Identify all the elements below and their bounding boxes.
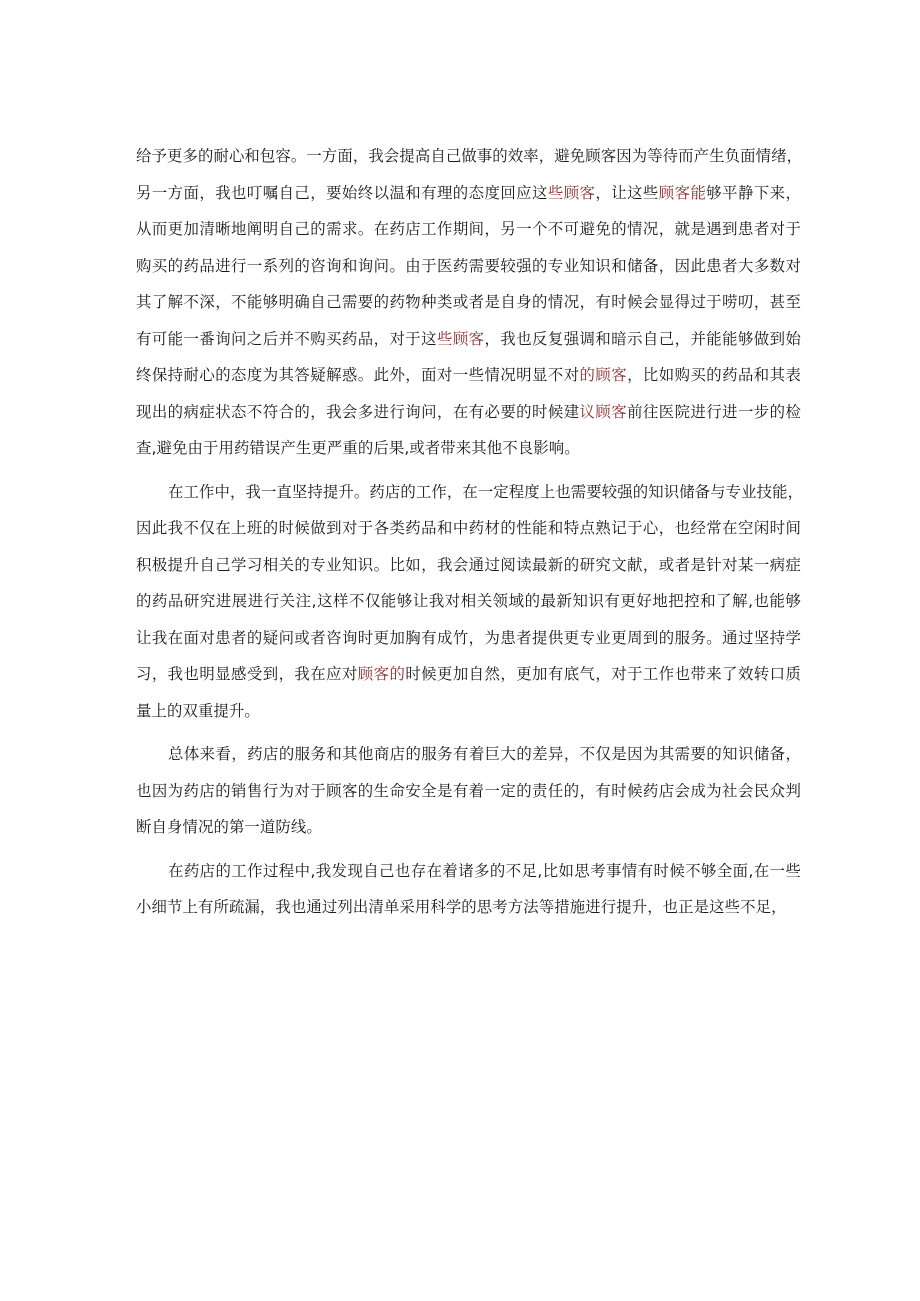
text-segment: 也因为药店的销售行为对于顾客的生命安全是有着一定的责任的，有时候药店会成为社会民众判 bbox=[136, 781, 801, 800]
text-segment: 让我在面对患者的疑问或者咨询时更加胸有成竹，为患者提供更专业更周到的服务。通过坚持学 bbox=[136, 628, 801, 647]
text-segment: 另一方面，我也叮嘱自己，要始终以温和有理的态度回应这 bbox=[136, 183, 548, 202]
text-line bbox=[136, 620, 801, 657]
document-body bbox=[136, 138, 804, 926]
text-segment: 因此我不仅在上班的时候做到对于各类药品和中药材的性能和特点熟记于心，也经常在空闲时间 bbox=[136, 519, 801, 537]
highlighted-text: 些顾客 bbox=[547, 183, 596, 202]
text-line bbox=[136, 809, 801, 846]
text-segment: 小细节上有所疏漏，我也通过列出清单采用科学的思考方法等措施进行提升，也正是这些不足， bbox=[136, 898, 787, 916]
highlighted-text: 顾客的 bbox=[357, 665, 406, 683]
text-segment: 终保持耐心的态度为其答疑解惑。此外，面对一些情况明显不对 bbox=[136, 366, 580, 384]
text-segment: ，比如购买的药品和其表 bbox=[627, 366, 801, 384]
text-segment: 量上的双重提升。 bbox=[136, 701, 260, 720]
paragraph-gap bbox=[136, 729, 801, 736]
text-segment: 有可能一番询问之后并不购买药品，对于这 bbox=[136, 329, 437, 348]
highlighted-text: 议顾客 bbox=[579, 402, 628, 421]
text-segment: 积极提升自己学习相关的专业知识。比如，我会通过阅读最新的研究文献，或者是针对某一病症 bbox=[136, 555, 801, 574]
text-line bbox=[136, 430, 801, 467]
text-segment: 在药店的工作过程中,我发现自己也存在着诸多的不足,比如思考事情有时候不够全面,在一些 bbox=[168, 861, 801, 880]
text-line bbox=[136, 583, 801, 620]
text-segment: 习，我也明显感受到，我在应对 bbox=[136, 665, 358, 683]
text-line bbox=[136, 693, 801, 730]
text-segment: 其了解不深，不能够明确自己需要的药物种类或者是自身的情况，有时候会显得过于唠叨，甚至 bbox=[136, 293, 801, 311]
text-segment: 总体来看，药店的服务和其他商店的服务有着巨大的差异，不仅是因为其需要的知识储备， bbox=[168, 745, 801, 763]
text-line bbox=[136, 211, 801, 248]
text-segment: 从而更加清晰地阐明自己的需求。在药店工作期间，另一个不可避免的情况，就是遇到患者对于 bbox=[136, 220, 801, 238]
text-segment: ，我也反复强调和暗示自己，并能能够做到始 bbox=[484, 329, 801, 348]
text-segment: 断自身情况的第一道防线。 bbox=[136, 818, 322, 836]
paragraph bbox=[136, 736, 801, 846]
text-line bbox=[136, 357, 801, 394]
text-line bbox=[136, 853, 801, 890]
text-line bbox=[136, 889, 801, 926]
text-segment: ，让这些 bbox=[595, 183, 659, 202]
text-line bbox=[136, 510, 801, 547]
text-segment: 时候更加自然，更加有底气，对于工作也带来了效转口质 bbox=[405, 665, 801, 683]
paragraph bbox=[136, 853, 801, 926]
paragraph bbox=[136, 474, 804, 730]
paragraph-gap bbox=[136, 846, 801, 853]
highlighted-text: 的顾客 bbox=[579, 366, 628, 384]
text-line bbox=[136, 773, 801, 810]
paragraph bbox=[136, 138, 801, 467]
text-segment: 前往医院进行进一步的检 bbox=[627, 402, 801, 421]
text-line bbox=[136, 175, 801, 212]
paragraph-gap bbox=[136, 467, 801, 474]
text-segment: 的药品研究进展进行关注,这样不仅能够让我对相关领域的最新知识有更好地把控和了解,也能够 bbox=[136, 592, 801, 610]
text-line bbox=[136, 284, 801, 321]
text-segment: 查,避免由于用药错误产生更严重的后果,或者带来其他不良影响。 bbox=[136, 439, 580, 457]
text-segment: 够平静下来， bbox=[706, 183, 801, 202]
text-segment: 现出的病症状态不符合的，我会多进行询问，在有必要的时候建 bbox=[136, 402, 580, 421]
text-line bbox=[136, 656, 801, 693]
text-line bbox=[136, 547, 801, 584]
text-line bbox=[136, 474, 804, 511]
text-segment: 给予更多的耐心和包容。一方面，我会提高自己做事的效率，避免顾客因为等待而产生负面情绪， bbox=[136, 147, 803, 165]
text-line bbox=[136, 736, 801, 773]
text-segment: 购买的药品进行一系列的咨询和询问。由于医药需要较强的专业知识和储备，因此患者大多数对 bbox=[136, 256, 801, 275]
text-line bbox=[136, 138, 801, 175]
text-line bbox=[136, 248, 801, 285]
highlighted-text: 些顾客 bbox=[436, 329, 485, 348]
text-line bbox=[136, 394, 801, 431]
text-segment: 在工作中，我一直坚持提升。药店的工作，在一定程度上也需要较强的知识储备与专业技能， bbox=[168, 482, 804, 501]
highlighted-text: 顾客能 bbox=[658, 183, 707, 202]
text-line bbox=[136, 321, 801, 358]
